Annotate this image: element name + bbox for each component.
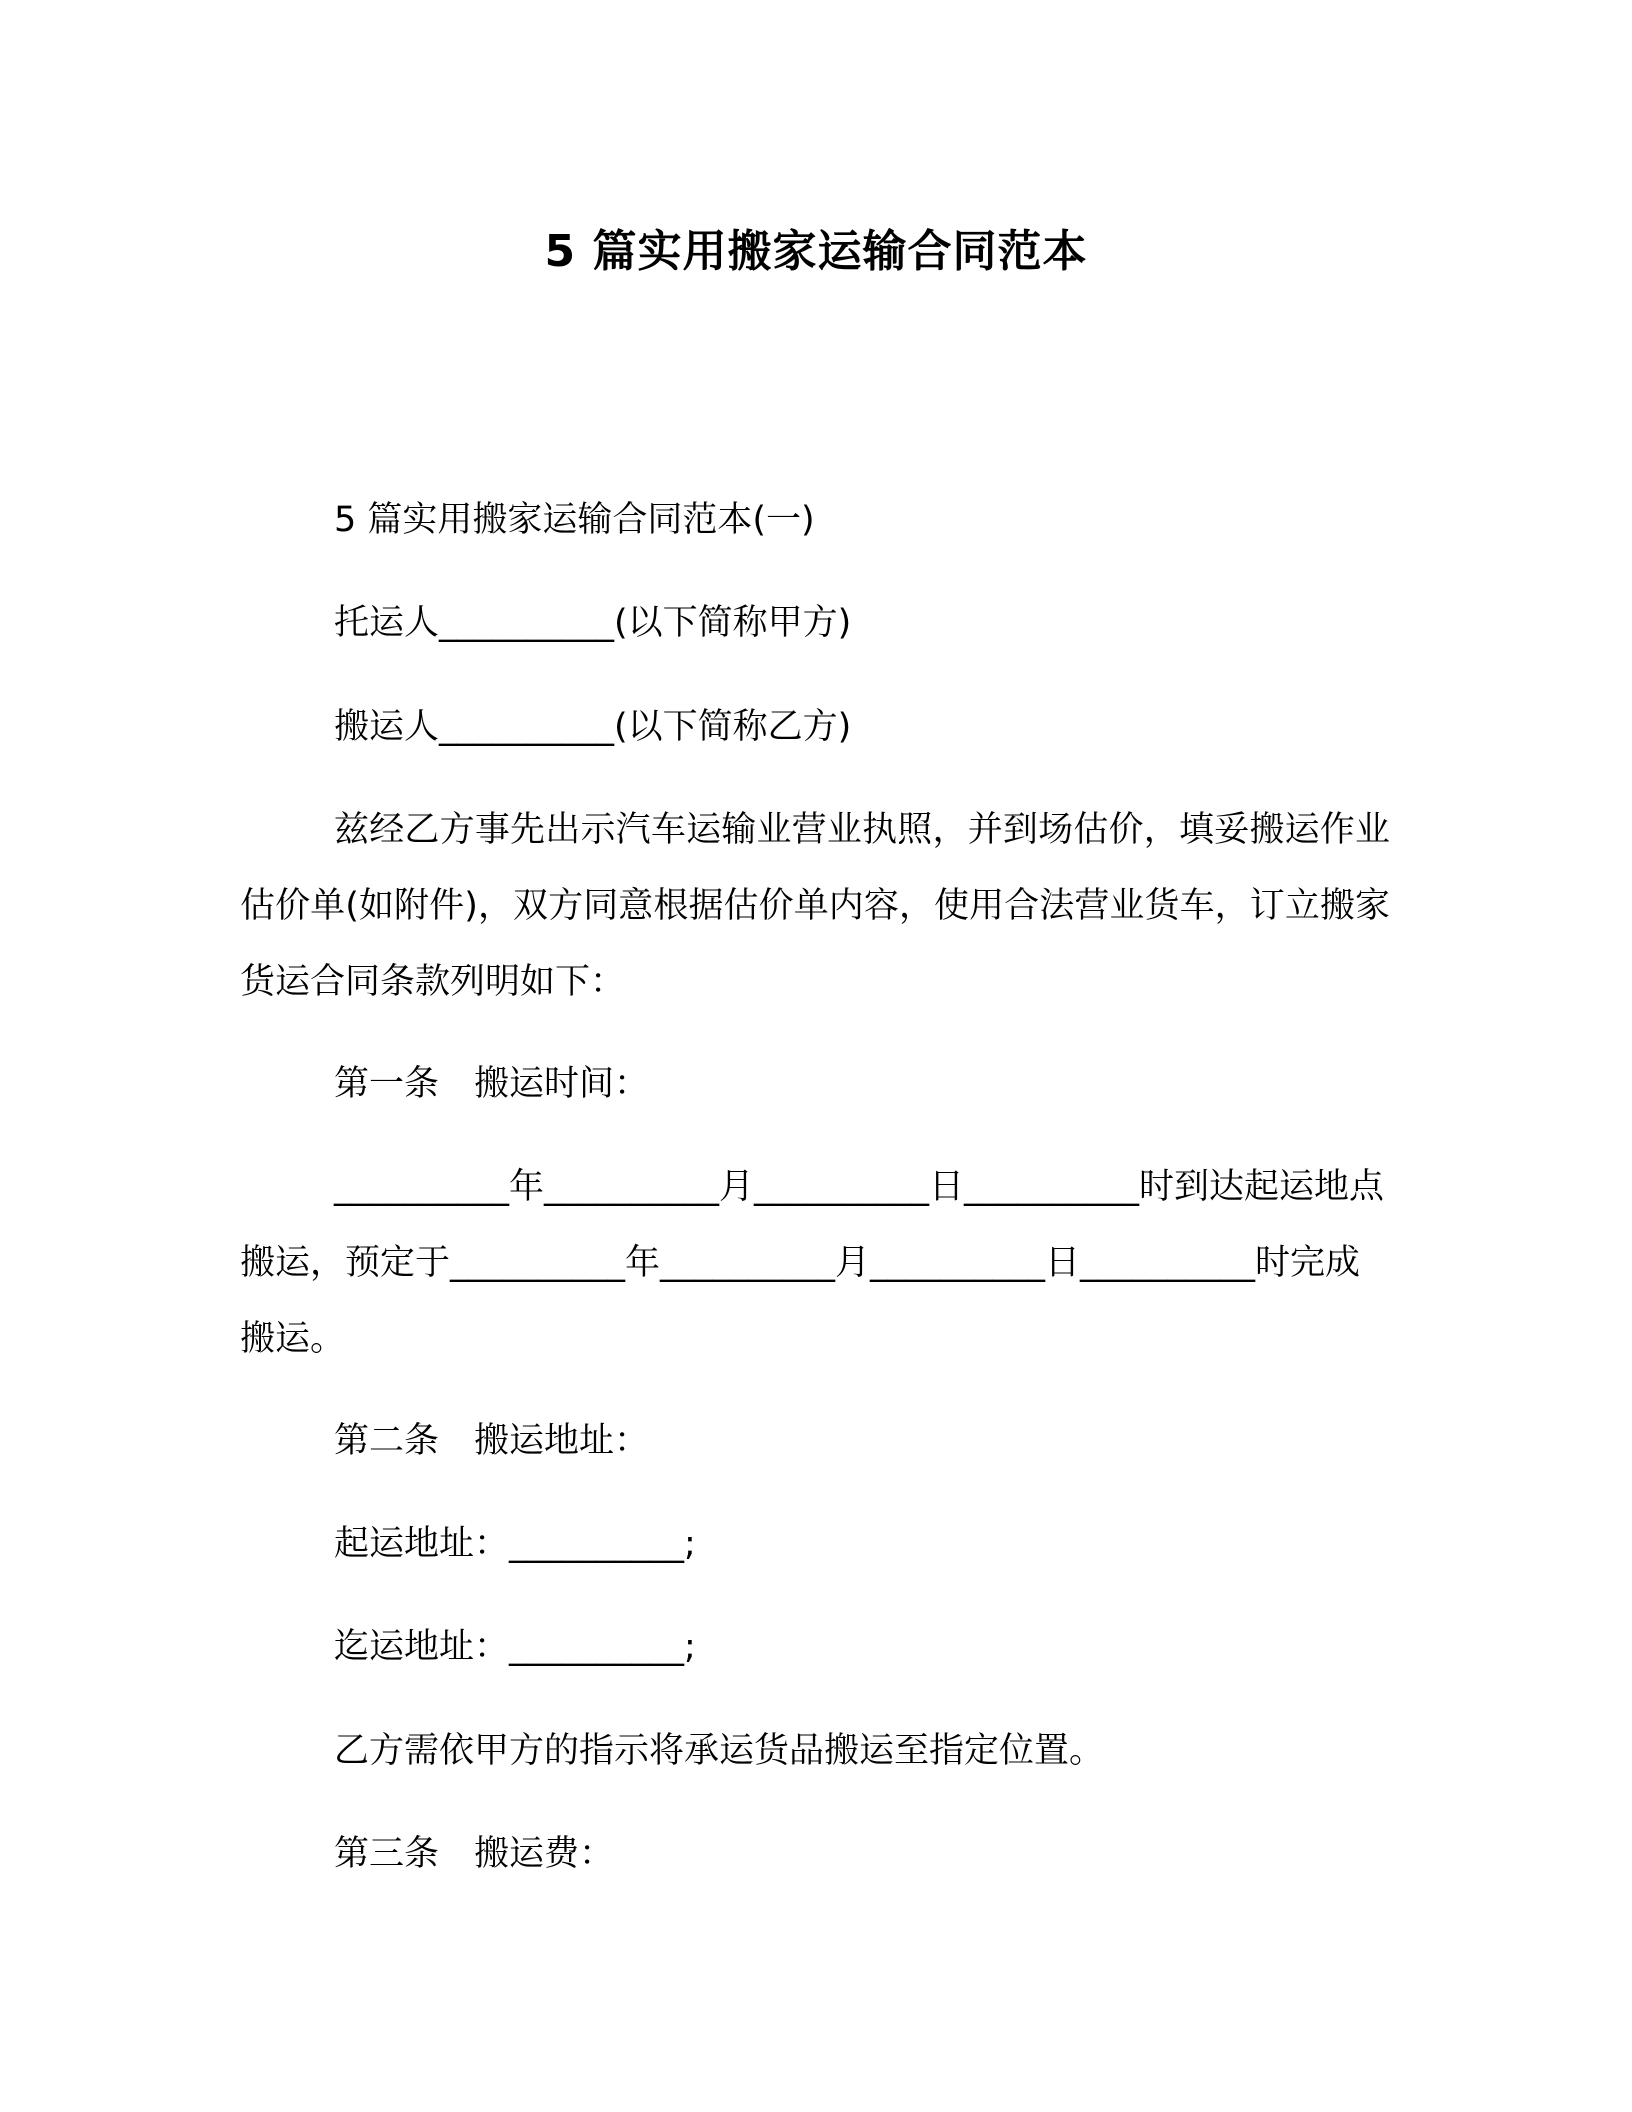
section-heading: 5 篇实用搬家运输合同范本(一) — [334, 500, 815, 540]
destination-address-line: 迄运地址：__________; — [334, 1627, 696, 1667]
article-3-heading: 第三条 搬运费： — [334, 1834, 615, 1874]
article-2-heading: 第二条 搬运地址： — [334, 1421, 650, 1461]
article-1-body: __________年__________月__________日__________时到达起运地点搬运，预定于__________年__________月__________日__________时完成搬运。 — [240, 1167, 1385, 1359]
preamble-paragraph: 兹经乙方事先出示汽车运输业营业执照，并到场估价，填妥搬运作业估价单(如附件)，双方同意根据估价单内容，使用合法营业货车，订立搬家货运合同条款列明如下： — [240, 810, 1390, 1002]
origin-address-line: 起运地址：__________; — [334, 1524, 696, 1564]
article-2-note: 乙方需依甲方的指示将承运货品搬运至指定位置。 — [334, 1731, 1105, 1771]
article-1-heading: 第一条 搬运时间： — [334, 1064, 650, 1104]
consignor-line: 托运人__________(以下简称甲方) — [334, 603, 852, 643]
document-title: 5 篇实用搬家运输合同范本 — [544, 226, 1088, 277]
carrier-line: 搬运人__________(以下简称乙方) — [334, 707, 852, 747]
